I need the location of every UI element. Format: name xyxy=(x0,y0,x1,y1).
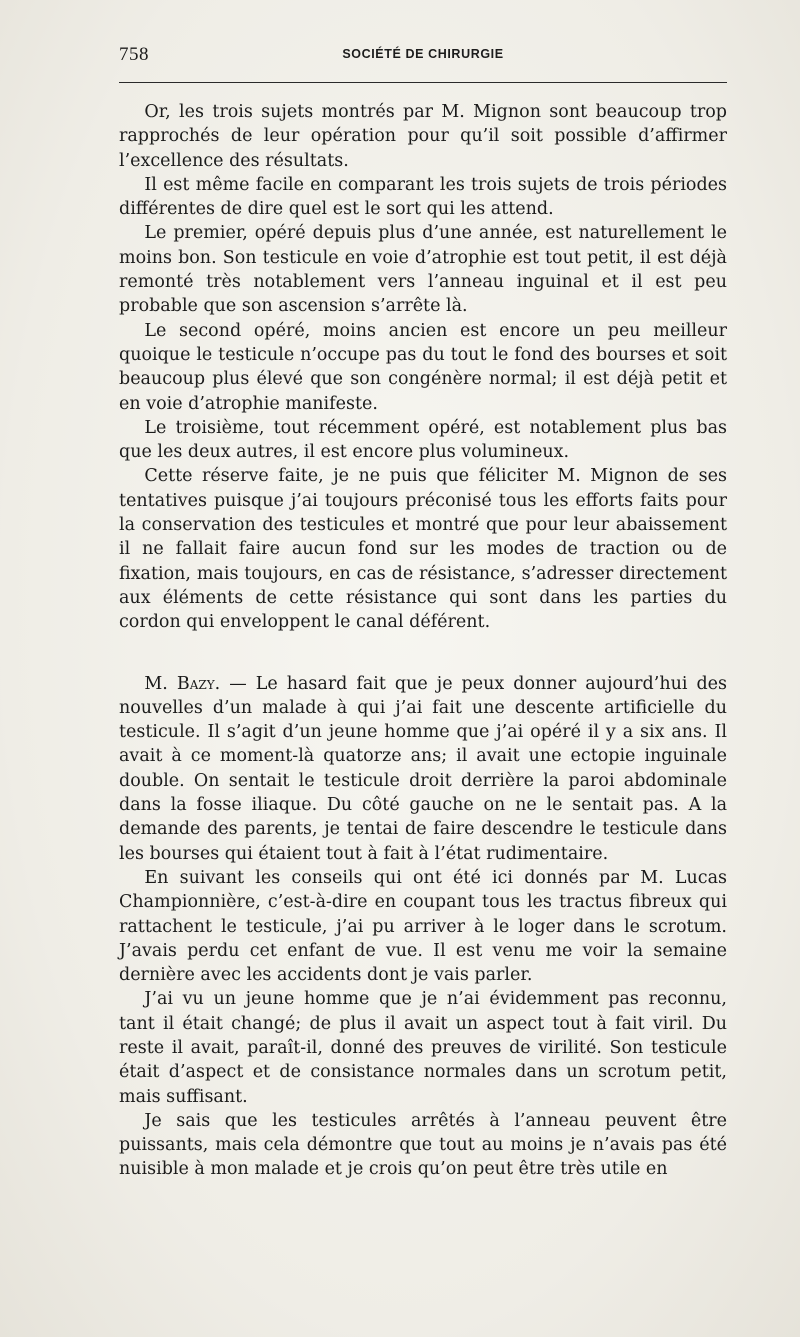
paragraph: Le premier, opéré depuis plus d’une année, est naturellement le moins bon. Son testicule en voie d’atrophie est tout petit, il est déjà remonté très notablement vers l’anneau inguinal et il est peu probable que son ascension s’arrête là. xyxy=(119,223,727,317)
paragraph: Je sais que les testicules arrêtés à l’anneau peuvent être puissants, mais cela démontre que tout au moins je n’avais pas été nuisible à mon malade et je crois qu’on peut être très utile en xyxy=(119,1110,727,1180)
paragraph: Cette réserve faite, je ne puis que féliciter M. Mignon de ses tentatives puisque j’ai toujours préconisé tous les efforts faits pour la conservation des testicules et montré que pour leur abaissement il ne fallait faire aucun fond sur les modes de traction ou de fixation, mais toujours, en cas de résistance, s’adresser directement aux éléments de cette résistance qui sont dans les parties du cordon qui enveloppent le canal déférent. xyxy=(119,466,727,633)
speaker-prefix: M. xyxy=(144,673,177,694)
paragraph: J’ai vu un jeune homme que je n’ai évidemment pas reconnu, tant il était changé; de plus il avait un aspect tout à fait viril. Du reste il avait, paraît-il, donné des preuves de virilité. Son testicule était d’aspect et de consistance normales dans un scrotum petit, mais suffisant. xyxy=(119,989,727,1107)
paragraph: Or, les trois sujets montrés par M. Mignon sont beaucoup trop rapprochés de leur opération pour qu’il soit possible d’affirmer l’excellence des résultats. xyxy=(119,102,727,171)
page-number: 758 xyxy=(119,44,149,65)
bazy-opening-text: . — Le hasard fait que je peux donner aujourd’hui des nouvelles d’un malade à qui j’ai fait une descente artificielle du testicule. Il s’agit d’un jeune homme que j’ai opéré il y a six ans. Il avait à ce moment-là quatorze ans; il avait une ectopie inguinale double. On sentait le testicule droit derrière la paroi abdominale dans la fosse iliaque. Du côté gauche on ne le sentait pas. A la demande des parents, je tentai de faire descendre le testicule dans les bourses qui étaient tout à fait à l’état rudimentaire. xyxy=(119,673,727,864)
paragraph: Il est même facile en comparant les trois sujets de trois périodes différentes de dire quel est le sort qui les attend. xyxy=(119,174,727,220)
paragraph: Le troisième, tout récemment opéré, est notablement plus bas que les deux autres, il est encore plus volumineux. xyxy=(119,417,727,463)
running-title: SOCIÉTÉ DE CHIRURGIE xyxy=(342,47,504,61)
paragraph: En suivant les conseils qui ont été ici donnés par M. Lucas Championnière, c’est-à-dire en coupant tous les tractus fibreux qui rattachent le testicule, j’ai pu arriver à le loger dans le scrotum. J’avais perdu cet enfant de vue. Il est venu me voir la semaine dernière avec les accidents dont je vais parler. xyxy=(119,867,727,986)
page-header xyxy=(119,44,727,70)
section-gap xyxy=(119,635,727,672)
header-rule xyxy=(119,82,727,83)
body-text xyxy=(119,100,727,1182)
bazy-opening-paragraph xyxy=(119,672,727,866)
speaker-name: Bazy xyxy=(176,673,215,694)
paragraph: Le second opéré, moins ancien est encore un peu meilleur quoique le testicule n’occupe pas du tout le fond des bourses et soit beaucoup plus élevé que son congénère normal; il est déjà petit et en voie d’atrophie manifeste. xyxy=(119,320,727,414)
